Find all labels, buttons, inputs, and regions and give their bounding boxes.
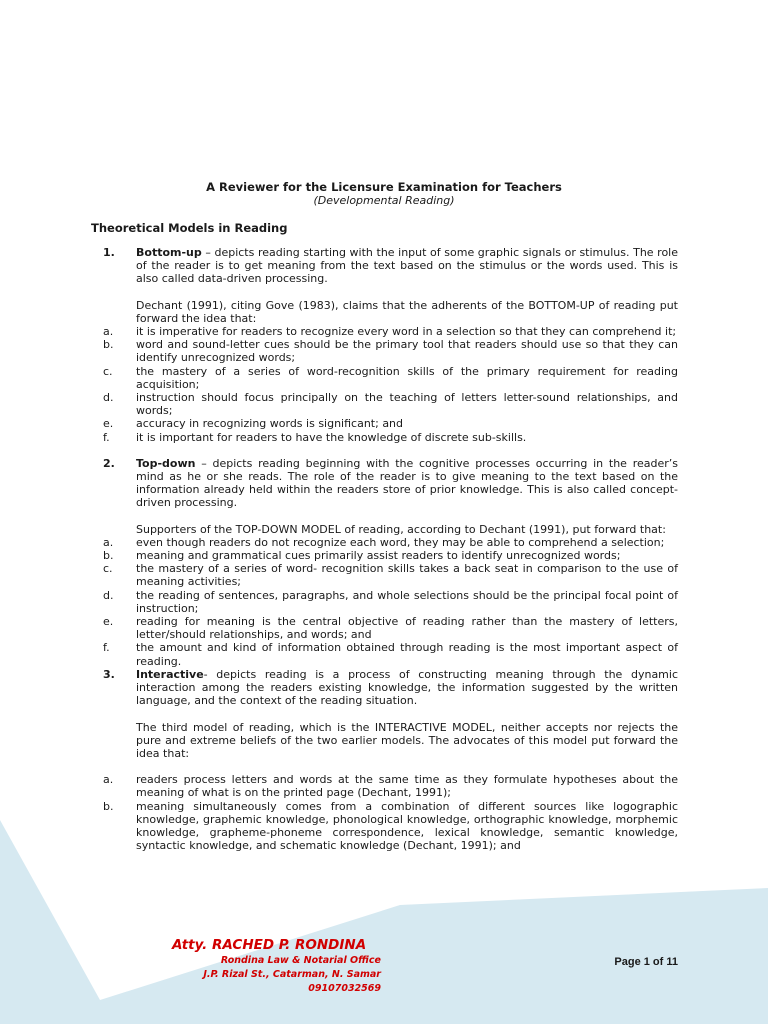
list-item — [103, 417, 678, 431]
list-item — [103, 799, 678, 853]
list-marker: f. — [103, 641, 110, 655]
list-item-text: instruction should focus principally on the teaching of letters letter-sound relationships, and words; — [136, 391, 678, 418]
list-item — [103, 773, 678, 800]
list-item — [103, 588, 678, 615]
section-heading: Theoretical Models in Reading — [91, 221, 288, 235]
list-marker: e. — [103, 417, 114, 431]
model-description: – depicts reading beginning with the cognitive processes occurring in the reader’s mind as he or she reads. The role of the reader is to give meaning to the text based on the information already held within the readers store of prior knowledge. This is also called concept-driven processing. — [136, 456, 678, 510]
list-item-text: word and sound-letter cues should be the primary tool that readers should use so that they can identify unrecognized words; — [136, 338, 678, 365]
list-marker: c. — [103, 364, 113, 378]
document-title: A Reviewer for the Licensure Examination for Teachers — [206, 180, 562, 194]
model-intro: The third model of reading, which is the INTERACTIVE MODEL, neither accepts nor rejects the pure and extreme beliefs of the two earlier models. The advocates of this model put forward the idea that: — [136, 720, 678, 760]
model-definition — [136, 457, 678, 510]
footer-phone: 09107032569 — [308, 983, 381, 994]
list-item-text: the mastery of a series of word- recognition skills takes a back seat in comparison to the use of meaning activities; — [136, 562, 678, 589]
page-number: Page 1 of 11 — [614, 956, 678, 968]
list-item-text: meaning simultaneously comes from a combination of different sources like logographic knowledge, graphemic knowledge, phonological knowledge, orthographic knowledge, morphemic knowledge, grapheme-phoneme correspondence, lexical knowledge, semantic knowledge, syntactic knowledge, and schematic knowledge (Dechant, 1991); and — [136, 799, 678, 853]
list-item — [103, 325, 678, 339]
list-marker: e. — [103, 615, 114, 629]
model-items-list — [103, 325, 678, 444]
list-item-text: the amount and kind of information obtained through reading is the most important aspect of reading. — [136, 641, 678, 668]
list-marker: b. — [103, 799, 114, 813]
list-item — [103, 338, 678, 365]
list-marker: b. — [103, 338, 114, 352]
list-item-text: meaning and grammatical cues primarily assist readers to identify unrecognized words; — [136, 549, 621, 563]
model-name: Interactive — [136, 667, 204, 681]
list-item — [103, 364, 678, 391]
model-number: 3. — [103, 667, 115, 681]
model-number: 2. — [103, 456, 115, 470]
model-description: - depicts reading is a process of constructing meaning through the dynamic interaction among the readers existing knowledge, the information suggested by the written language, and the context of the reading situation. — [136, 667, 678, 708]
list-item — [103, 430, 678, 444]
model-intro: Supporters of the TOP-DOWN MODEL of reading, according to Dechant (1991), put forward that: — [136, 522, 666, 536]
spacer — [110, 760, 678, 773]
list-marker: c. — [103, 562, 113, 576]
document-body — [103, 246, 678, 853]
list-marker: a. — [103, 325, 114, 339]
list-item — [103, 562, 678, 589]
footer-author-name: Atty. RACHED P. RONDINA — [172, 937, 367, 953]
model-intro: Dechant (1991), citing Gove (1983), claims that the adherents of the BOTTOM-UP of reading put forward the idea that: — [136, 298, 678, 325]
document-subtitle: (Developmental Reading) — [313, 194, 455, 207]
list-item — [103, 641, 678, 668]
model-name: Bottom-up — [136, 246, 202, 259]
model-items-list — [103, 535, 678, 668]
footer-address: J.P. Rizal St., Catarman, N. Samar — [203, 969, 381, 980]
model-top-down — [103, 456, 678, 668]
model-items-list — [103, 773, 678, 853]
list-marker: a. — [103, 535, 114, 549]
list-item-text: reading for meaning is the central objective of reading rather than the mastery of letters, letter/should relationships, and words; and — [136, 615, 678, 642]
list-item-text: it is important for readers to have the knowledge of discrete sub-skills. — [136, 430, 527, 444]
model-number: 1. — [103, 246, 115, 259]
list-marker: d. — [103, 588, 114, 602]
list-item-text: the reading of sentences, paragraphs, and whole selections should be the principal focal point of instruction; — [136, 588, 678, 615]
list-item — [103, 615, 678, 642]
model-description: – depicts reading starting with the input of some graphic signals or stimulus. The role of the reader is to get meaning from the text based on the stimulus or the words used. This is also called data-driven processing. — [136, 246, 678, 286]
footer-office: Rondina Law & Notarial Office — [220, 955, 381, 966]
model-definition — [136, 668, 678, 708]
list-marker: f. — [103, 430, 110, 444]
spacer — [110, 444, 678, 457]
list-item-text: even though readers do not recognize each word, they may be able to comprehend a selection; — [136, 535, 665, 549]
list-marker: a. — [103, 773, 114, 787]
model-bottom-up — [103, 246, 678, 444]
list-item-text: the mastery of a series of word-recognition skills of the primary requirement for reading acquisition; — [136, 364, 678, 391]
list-item — [103, 391, 678, 418]
list-item-text: it is imperative for readers to recognize every word in a selection so that they can comprehend it; — [136, 325, 677, 339]
list-item-text: readers process letters and words at the same time as they formulate hypotheses about the meaning of what is on the printed page (Dechant, 1991); — [136, 773, 678, 800]
list-item-text: accuracy in recognizing words is significant; and — [136, 417, 404, 431]
model-definition — [136, 246, 678, 286]
list-item — [103, 535, 678, 549]
list-marker: b. — [103, 549, 114, 563]
model-name: Top-down — [136, 456, 196, 470]
list-item — [103, 549, 678, 563]
list-marker: d. — [103, 391, 114, 405]
model-interactive — [103, 667, 678, 853]
